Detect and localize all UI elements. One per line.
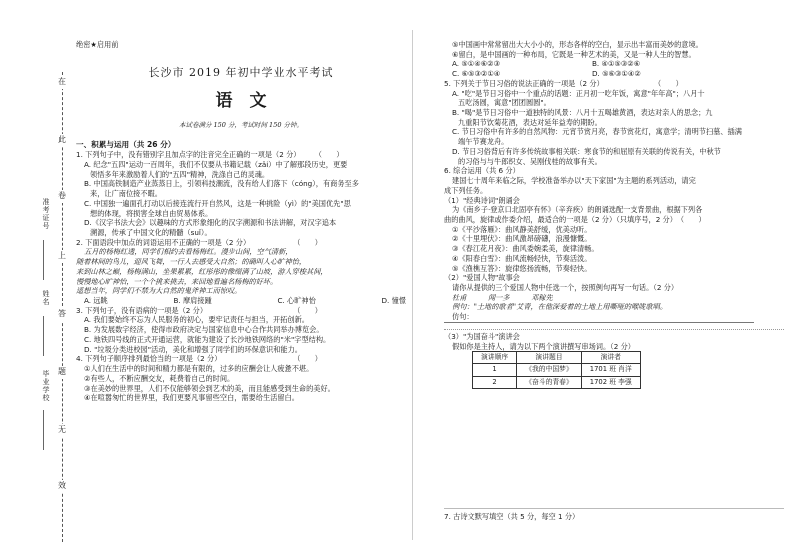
option-text: 溯源，传承了中国文化的精髓（suǐ）。: [90, 228, 212, 237]
subtask-text: 假如你是主持人，请为以下两个演讲撰写串场词。（2 分）: [452, 341, 635, 351]
table-cell: 2: [473, 376, 517, 388]
option-text: C. 中国独一遍面孔打动以后接连流行开自然风，这是一种挑险（yì）的"美国优先"思: [84, 198, 351, 208]
sentence-item: ⑥留白，是中国画的一种布局，它既是一种艺术的美，又是一种人生的智慧。: [452, 49, 696, 59]
question-stem: 5. 下列关于节日习俗的说法正确的一项是（2 分） （ ）: [444, 78, 683, 88]
cut-char: 在: [58, 76, 66, 89]
page-divider: [412, 30, 413, 540]
option-text: C. 地铁四号线的正式开通运营，就能为建设了长沙地铁网络的"米"字型结构。: [84, 334, 331, 344]
option-text: B. "喝"是节日习俗中一道独特的风景：八月十五喝雄黄酒，表达对亲人的思念；九: [452, 108, 713, 118]
choice-d[interactable]: D. ⑤⑥③①④②: [592, 69, 641, 79]
option-text: D.《汉字书法大会》以趣味的方式形象细化的汉字溯源和书法讲解，对汉字追本: [84, 218, 337, 228]
table-header-cell: 演讲题目: [517, 352, 582, 364]
question-stem: 1. 下列句子中，没有错别字且加点字的注音完全正确的一项是（2 分） （ ）: [76, 150, 344, 160]
option-text: 九重阳节饮菊花酒，表达对延年益寿的期盼。: [458, 117, 602, 127]
choice-b[interactable]: B. ④①⑤③②⑥: [592, 59, 641, 69]
choice-d[interactable]: D. 憧憬: [381, 296, 406, 306]
secret-mark: 绝密★启用前: [76, 40, 119, 49]
cut-char: 上: [58, 250, 66, 263]
left-page: [76, 0, 406, 560]
option-text: 领悟多年来激励着人们的"五四"精神，洗涤自己的灵魂。: [90, 169, 270, 179]
exam-title: 长沙市 2019 年初中学业水平考试: [148, 66, 334, 79]
person-names: 杜甫 闻一多 邓稼先: [452, 292, 553, 302]
music-option: ③《春江花月夜》：曲风委婉柔美，旋律清畅。: [452, 244, 599, 254]
subject-title: 语 文: [215, 91, 267, 111]
right-questions: [444, 40, 784, 389]
table-cell: 《奋斗的青春》: [517, 376, 582, 388]
question-stem: 7. 古诗文默写填空（共 5 分，每空 1 分）: [444, 512, 580, 521]
music-option: ②《十里埋伏》：曲风激昂磅礴，浪漫慷慨。: [452, 234, 592, 244]
option-text: D. 节日习俗背后有许多传统故事相关联：寒食节的和屈原有关联的传说有关，中秋节: [452, 146, 721, 156]
subtask-text: 为《南乡子·登京口北固亭有怀》（辛弃疾）的朗诵选配一支背景曲，根据下列各: [452, 205, 703, 215]
question-stem: 4. 下列句子顺序排列最恰当的一项是（2 分） （ ）: [76, 354, 322, 364]
sentence-item: ①人们在生活中的时间和精力都是有限的，过多的应酬会让人疲惫不堪。: [84, 364, 314, 374]
sentence-item: ④在喧嚣匆忙的世界里，我们更要凡事留些空白，需要给生活留白。: [84, 393, 299, 403]
table-header-row: [473, 352, 641, 364]
table-cell: 1701 班 肖洋: [581, 364, 640, 376]
passage-text: 随着林间的鸟儿，迎风飞舞，一行人去感受大自然；的确叫人心旷神怡，: [76, 257, 307, 267]
cut-char: 答: [58, 308, 66, 321]
cut-char: 卷: [58, 190, 66, 203]
speech-table: [472, 351, 641, 389]
subtask-title: （3）"为国奋斗"演讲会: [444, 329, 784, 342]
choice-row: [444, 69, 784, 79]
option-text: B. 中国高铁制造产业蒸蒸日上，引领科技潮流，没有给人们落下（cóng），有商务至多: [84, 179, 359, 189]
choice-b[interactable]: B. 摩肩接踵: [173, 296, 212, 306]
choice-c[interactable]: C. 心旷神怡: [277, 296, 316, 306]
option-text: D. "垃圾分类进校园"活动，美化和增强了同学们的环保意识和能力。: [84, 344, 302, 354]
table-cell: 1702 班 李强: [581, 376, 640, 388]
intro-text: 建国七十周年来临之际，学校准备举办以"天下家国"为主题的系列活动，请完: [452, 176, 696, 186]
option-text: B. 为发展数字经济，使得市政府决定与国家信息中心合作共同举办博览会。: [84, 325, 324, 335]
name-line[interactable]: [43, 316, 44, 356]
music-option: ①《平沙落雁》：曲风静美舒缓，优美动听。: [452, 224, 592, 234]
example-sentence: 例句："土地的歌者"艾青，在他深爱着的土地上用嘶哑的喉咙歌唱。: [452, 302, 668, 312]
table-cell: 《我的中国梦》: [517, 364, 582, 376]
option-text: A. "吃"是节日习俗中一个重点的话题：正月初一吃年饭，寓意"年年高"；八月十: [452, 88, 705, 98]
option-text: 五吃汤圆，寓意"团团圆圆"。: [458, 98, 551, 108]
option-text: 想的体现，将损害全球自由贸易体系。: [90, 208, 213, 218]
table-cell: 1: [473, 364, 517, 376]
subtask-text: 请你从提供的三个爱国人物中任选一个，按照例句再写一句话。（2 分）: [452, 282, 679, 292]
table-row: [473, 376, 641, 388]
choice-a[interactable]: A. 远眺: [84, 296, 108, 306]
choice-row: [444, 59, 784, 69]
sentence-item: ③在美妙的世界里，人们不仅能够领会到艺术的美，而且能感受到生命的美好。: [84, 383, 335, 393]
intro-text: 成下列任务。: [444, 185, 488, 195]
option-text: A. 纪念"五四"运动一百周年，我们不仅要从书籍记载（zǎi）中了解那段历史，更要: [84, 159, 348, 169]
table-header-cell: 演讲顺序: [473, 352, 517, 364]
school-line[interactable]: [43, 410, 44, 450]
question-stem: 3. 下列句子，没有语病的一项是（2 分） （ ）: [76, 305, 322, 315]
table-header-cell: 演讲者: [581, 352, 640, 364]
subtask-text: 曲的曲风，旋律或作委介绍，最适合的一项是（2 分）（只填序号，2 分） （ ）: [444, 214, 706, 224]
school-label: 毕业学校: [42, 370, 50, 402]
music-option: ⑤《渔樵互答》：旋律悠扬流畅，节奏轻快。: [452, 263, 592, 273]
sentence-item: ②有些人，不断应酬交友，耗费着自己的时间。: [84, 373, 235, 383]
cut-char: 无: [58, 424, 66, 437]
cut-char: 题: [58, 366, 66, 379]
exam-note: 本试卷满分 150 分，考试时间 150 分钟。: [178, 121, 304, 129]
choice-c[interactable]: C. ⑥⑤③②①④: [452, 69, 501, 79]
option-text: C. 节日习俗中有许多的自然风物：元宵节赏月亮，春节赏花灯，寓意学；清明节扫墓、插满: [452, 127, 742, 137]
option-text: 来，让广南位接不暇。: [90, 189, 162, 199]
passage-text: 慢慢地心旷神怡，一个个挑来挑去，来回地看遍名杨梅的好坏。: [76, 276, 278, 286]
subtask-title: （2）"爱国人物"故事会: [444, 273, 520, 283]
cut-char: 效: [58, 480, 66, 493]
right-page: [444, 0, 784, 560]
sentence-item: ⑤中国画中常常留出大大小小的，形态各样的空白，显示出丰富而美妙的意境。: [452, 40, 703, 49]
choice-row: [76, 296, 406, 306]
answer-line[interactable]: 仿句：: [444, 312, 754, 323]
passage-text: 来到山林之巅，杨梅满山，坐果累累，红彤彤的像缀满了山坡，游人穿梭其间，: [76, 266, 328, 276]
option-text: 的习俗与与牛郎织女、吴刚伐桂的故事有关。: [458, 156, 602, 166]
section-heading: 一、积累与运用（共 26 分）: [76, 140, 176, 149]
answer-area-line: [444, 508, 784, 509]
question-stem: 6. 综合运用（共 6 分）: [444, 166, 520, 176]
exam-number-label: 准考证号: [42, 198, 50, 230]
passage-text: 五月的杨梅红透，同学们相约去看杨梅红。漫步山间，空气清新，: [84, 247, 293, 257]
option-text: A. 我们要始终不忘为人民服务的初心，要牢记责任与担当，开拓创新。: [84, 315, 309, 325]
binding-margin: [0, 0, 78, 560]
cut-char: 此: [58, 134, 66, 147]
music-option: ④《阳春白雪》：曲风流畅轻快，节奏活泼。: [452, 253, 592, 263]
option-text: 端午节赛龙舟。: [458, 137, 509, 147]
choice-a[interactable]: A. ⑤①④⑥②③: [452, 59, 501, 69]
question-stem: 2. 下面语段中加点的词语运用不正确的一项是（2 分） （ ）: [76, 237, 322, 247]
subtask-title: （1）"经典诗词"朗诵会: [444, 195, 520, 205]
passage-text: 遥想当年，同学们不禁为大自然的鬼斧神工而惊叹。: [76, 286, 242, 296]
left-questions: [76, 140, 406, 403]
name-label: 姓名: [42, 290, 50, 306]
table-row: [473, 364, 641, 376]
exam-number-line[interactable]: [43, 240, 44, 280]
